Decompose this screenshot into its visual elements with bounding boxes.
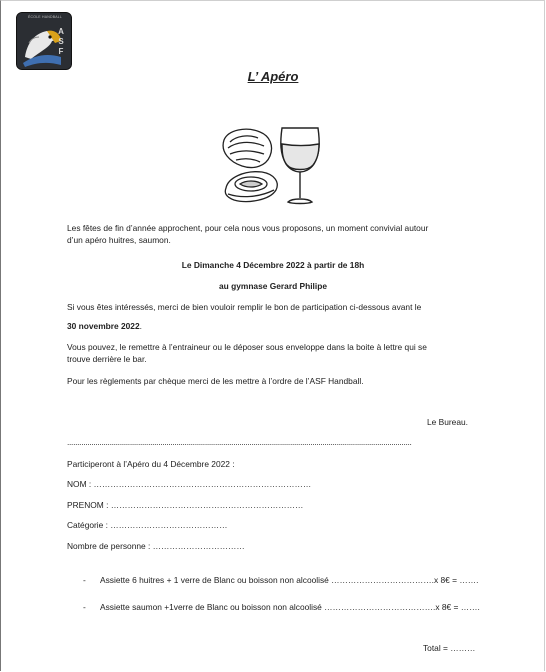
payment-text: Pour les règlements par chèque merci de les mettre à l’ordre de l’ASF Handball. — [67, 376, 364, 386]
oyster-icon — [223, 129, 271, 167]
option-salmon[interactable]: Assiette saumon +1verre de Blanc ou boisson non alcoolisé ………………………………….x 8€ = ……. — [100, 602, 480, 612]
deadline-suffix: . — [139, 321, 142, 331]
option-oysters[interactable]: Assiette 6 huitres + 1 verre de Blanc ou boisson non alcoolisé ……………………………….x 8€ = ……. — [100, 575, 479, 585]
intro-line-2: d’un apéro huitres, saumon. — [67, 235, 171, 245]
logo-text: ASF — [58, 27, 64, 56]
registration-deadline-line — [67, 321, 142, 332]
page-title: L’ Apéro — [247, 69, 299, 84]
cut-separator: .......................................................................................................................................................................... — [67, 437, 412, 447]
intro-line-1: Les fêtes de fin d’année approchent, pour cela nous vous proposons, un moment convivial autour — [67, 223, 429, 233]
deadline-date: 30 novembre 2022 — [67, 321, 140, 331]
people-count-field[interactable]: Nombre de personne : …………………………… — [67, 541, 245, 551]
delivery-line-2: trouve derrière le bar. — [67, 354, 147, 364]
name-field[interactable]: NOM : …………………………………………………………………… — [67, 479, 312, 489]
wine-glass-icon — [281, 128, 319, 204]
open-oyster-icon — [225, 172, 277, 202]
category-field[interactable]: Catégorie : …………………………………… — [67, 520, 228, 530]
oyster-wine-illustration — [218, 124, 333, 209]
signature: Le Bureau. — [427, 417, 468, 427]
event-place: au gymnase Gerard Philipe — [219, 281, 327, 291]
event-date: Le Dimanche 4 Décembre 2022 à partir de 18h — [181, 260, 365, 270]
total-field[interactable]: Total = ……… — [423, 643, 476, 653]
first-name-field[interactable]: PRENOM : …………………………………………………………… — [67, 500, 304, 510]
registration-text: Si vous êtes intéressés, merci de bien vouloir remplir le bon de participation ci-dessous avant le — [67, 302, 422, 312]
logo-caption: ÉCOLE HANDBALL — [27, 15, 63, 19]
club-logo — [16, 12, 72, 70]
form-heading: Participeront à l’Apéro du 4 Décembre 2022 : — [67, 459, 235, 469]
option-bullet: - — [83, 575, 86, 585]
delivery-line-1: Vous pouvez, le remettre à l’entraineur ou le déposer sous enveloppe dans la boite à lettre qui se — [67, 342, 427, 352]
option-bullet: - — [83, 602, 86, 612]
